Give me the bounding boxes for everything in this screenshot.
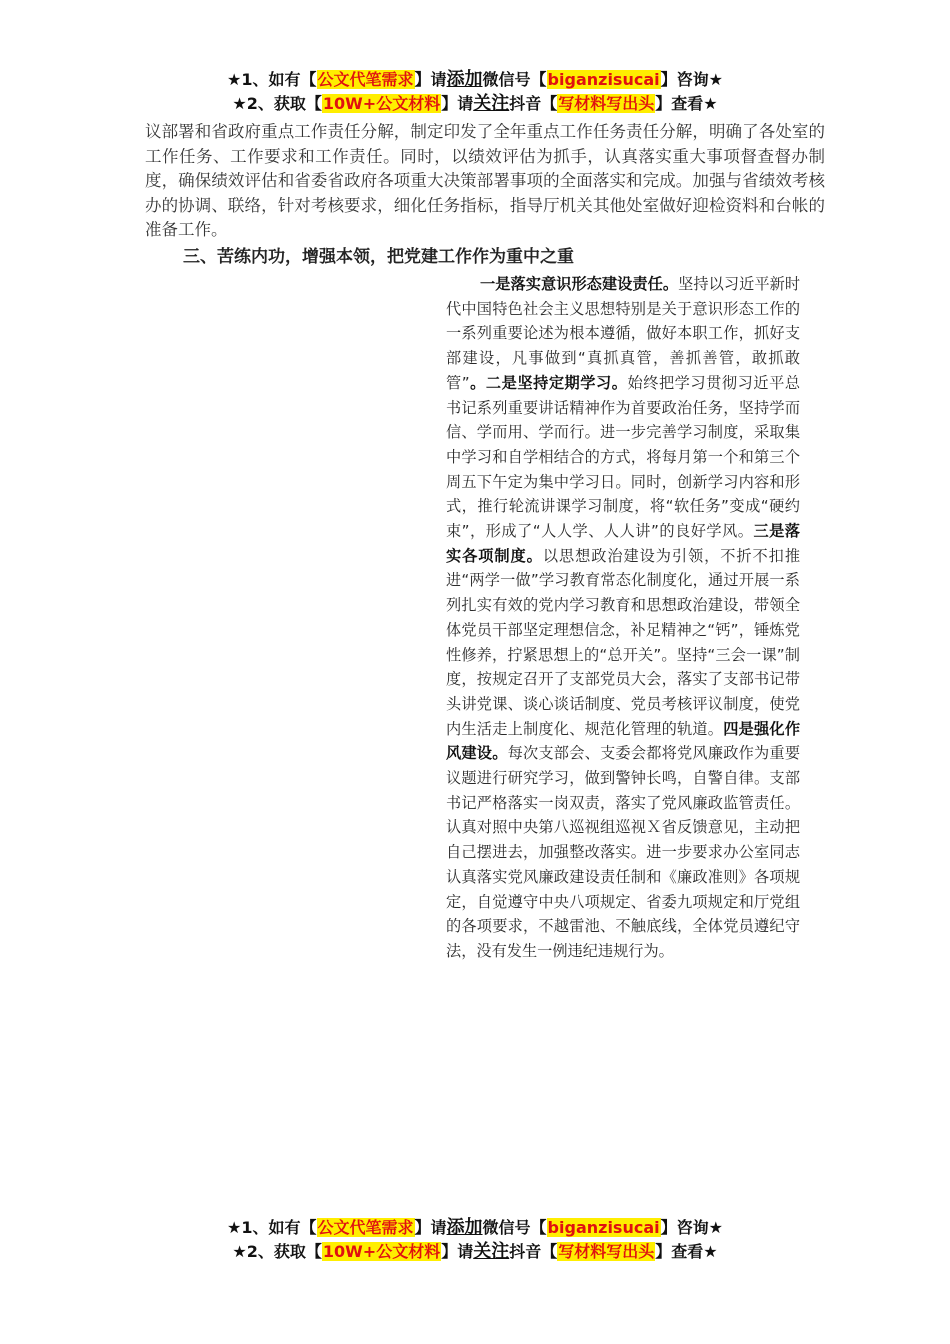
banner-highlight: 10W+公文材料 [322,1242,441,1261]
banner-text: 抖音【 [509,94,558,113]
point-2-title: 。二是坚持定期学习。 [469,373,628,392]
wechat-id: biganzisucai [547,70,660,89]
section-heading: 三、苦练内功，增强本领，把党建工作作为重中之重 [183,247,574,267]
wechat-id: biganzisucai [547,1218,660,1237]
banner-line-2 [0,1240,950,1264]
point-1-title: 一是落实意识形态建设责任。 [480,275,679,293]
banner-emphasis: 添加 [446,69,483,90]
banner-text: 】请 [441,94,474,113]
point-3-title: 三是落实各项制度。 [446,522,800,565]
banner-highlight: 10W+公文材料 [322,94,441,113]
banner-text: 微信号【 [482,1218,547,1237]
intro-paragraph: 议部署和省政府重点工作责任分解，制定印发了全年重点工作任务责任分解，明确了各处室的工作任务、工作要求和工作责任。同时，以绩效评估为抓手，认真落实重大事项督查督办制度，确保绩效评估和省委省政府各项重大决策部署事项的全面落实和完成。加强与省绩效考核办的协调、联络，针对考核要求，细化任务指标，指导厅机关其他处室做好迎检资料和台帐的准备工作。 [145,122,825,239]
banner-text: 】查看★ [655,94,718,113]
banner-text: 】请 [441,1242,474,1261]
banner-text: ★1、如有【 [227,70,317,89]
banner-text: 】请 [414,1218,447,1237]
banner-line-1 [0,1216,950,1240]
banner-text: ★1、如有【 [227,1218,317,1237]
douyin-account: 写材料写出头 [558,94,655,113]
point-1-text: 坚持以习近平新时代中国特色社会主义思想特别是关于意识形态工作的一系列重要论述为根本遵循，做好本职工作，抓好支部建设，凡事做到“真抓真管，善抓善管，敢抓敢管” [446,275,801,392]
point-3-text: 以思想政治建设为引领，不折不扣推进“两学一做”学习教育常态化制度化，通过开展一系列扎实有效的党内学习教育和思想政治建设，带领全体党员干部坚定理想信念，补足精神之“钙”，锤炼党性修养，拧紧思想上的“总开关”。坚持“三会一课”制度，按规定召开了支部党员大会，落实了支部书记带头讲党课、谈心谈话制度、党员考核评议制度，使党内生活走上制度化、规范化管理的轨道。 [446,546,801,738]
banner-text: 】查看★ [655,1242,718,1261]
banner-emphasis: 关注 [473,1241,510,1262]
banner-line-1 [0,68,950,92]
banner-highlight: 公文代笔需求 [317,70,414,89]
point-2-text: 始终把学习贯彻习近平总书记系列重要讲话精神作为首要政治任务，坚持学而信、学而用、学而行。进一步完善学习制度，采取集中学习和自学相结合的方式，将每月第一个和第三个周五下午定为集中学习日。同时，创新学习内容和形式，推行轮流讲课学习制度，将“软任务”变成“硬约束”，形成了“人人学、人人讲”的良好学风。 [446,373,801,541]
banner-emphasis: 添加 [446,1217,483,1238]
point-4-title: 四是强化作风建设。 [446,719,801,763]
banner-text: 】请 [414,70,447,89]
banner-text: ★2、获取【 [232,1242,322,1261]
body-paragraph [446,272,800,964]
banner-text: 】咨询★ [660,70,723,89]
banner-highlight: 公文代笔需求 [317,1218,414,1237]
douyin-account: 写材料写出头 [558,1242,655,1261]
banner-text: 微信号【 [482,70,547,89]
banner-text: ★2、获取【 [232,94,322,113]
header-banner [0,68,950,116]
banner-text: 】咨询★ [660,1218,723,1237]
banner-line-2 [0,92,950,116]
point-4-text: 每次支部会、支委会都将党风廉政作为重要议题进行研究学习，做到警钟长鸣，自警自律。支部书记严格落实一岗双责，落实了党风廉政监管责任。认真对照中央第八巡视组巡视Ｘ省反馈意见，主动把自己摆进去，加强整改落实。进一步要求办公室同志认真落实党风廉政建设责任制和《廉政准则》各项规定，自觉遵守中央八项规定、省委九项规定和厅党组的各项要求，不越雷池、不触底线，全体党员遵纪守法，没有发生一例违纪违规行为。 [446,744,801,960]
banner-text: 抖音【 [509,1242,558,1261]
footer-banner [0,1216,950,1264]
banner-emphasis: 关注 [473,93,510,114]
